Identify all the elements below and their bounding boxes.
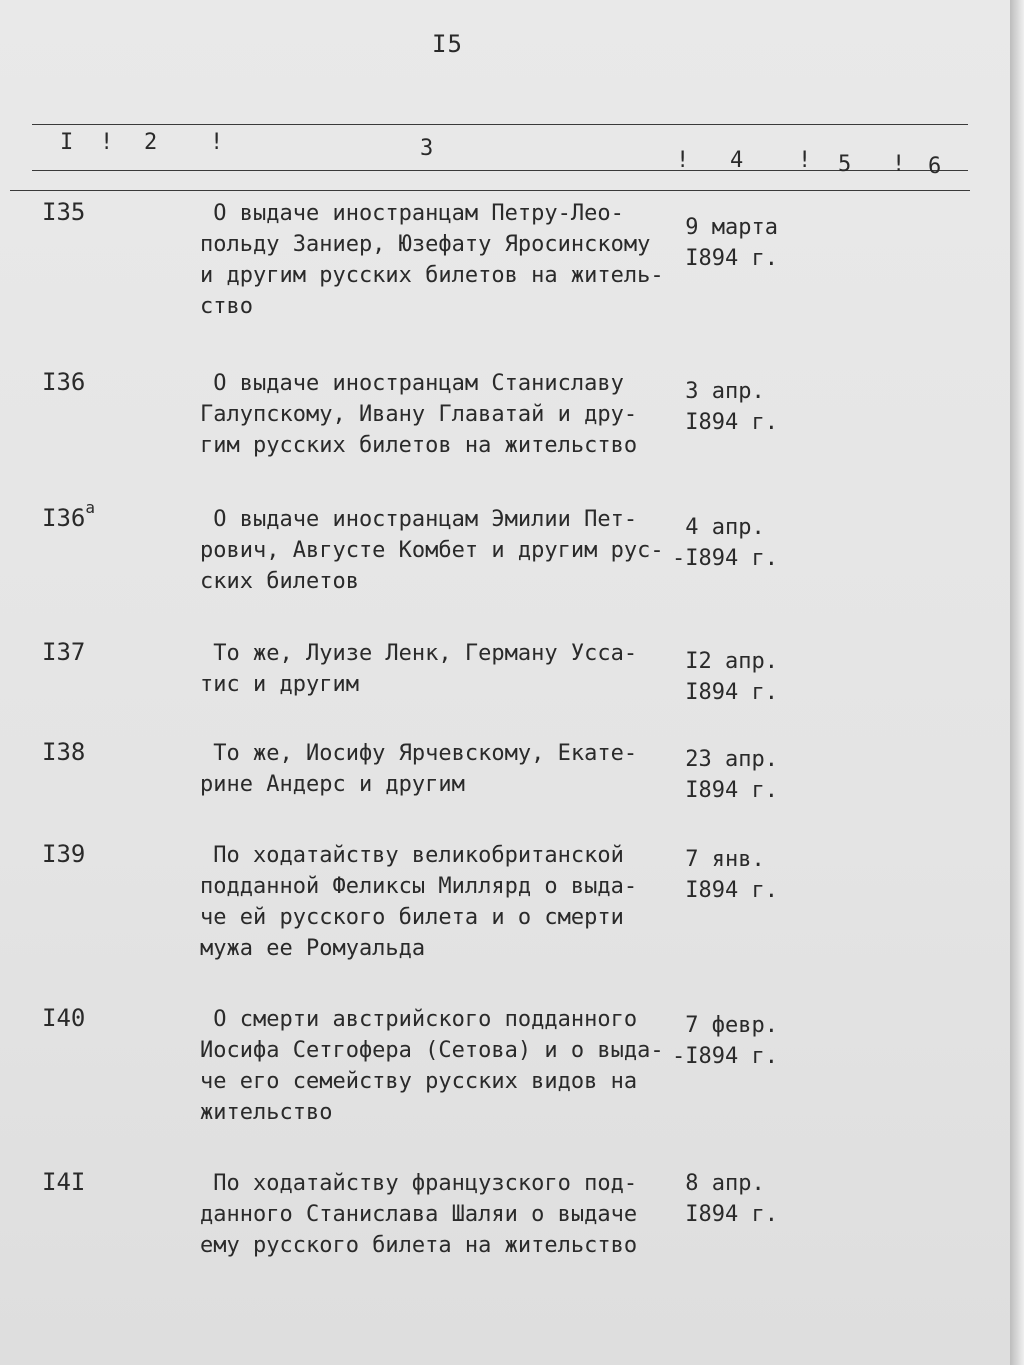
column-separator: ! [892,152,906,177]
entry-number: I36 [42,368,86,396]
entry-title: То же, Иосифу Ярчевскому, Екате- рине Андерс и другим [200,741,638,797]
entry-title: О смерти австрийского подданного Иосифа Сетгофера (Сетова) и о выда- че его семейству русских видов на жительство [200,1007,664,1125]
entry-title: О выдаче иностранцам Эмилии Пет- рович, Августе Комбет и другим рус- ских билетов [200,507,664,594]
entry-date: 23 апр. I894 г. [672,747,778,803]
column-header-2: 2 [144,130,158,155]
page-edge [1010,0,1024,1365]
column-header-1: I [60,130,74,155]
entry-number: I35 [42,198,86,226]
column-separator: ! [100,130,114,155]
header-rule-top [32,124,968,125]
page-number: I5 [432,30,463,58]
column-separator: ! [676,148,690,173]
entry-title: По ходатайству великобританской подданной Феликсы Миллярд о выда- че ей русского билета и о смерти мужа ее Ромуальда [200,843,638,961]
column-separator: ! [798,148,812,173]
header-rule-middle [32,170,968,171]
entry-date: 7 февр. -I894 г. [672,1013,778,1069]
entry-number: I4I [42,1168,86,1196]
entry-date: 4 апр. -I894 г. [672,515,778,571]
entry-date: 9 марта I894 г. [672,215,778,271]
entry-date: 7 янв. I894 г. [672,847,778,903]
entry-title: О выдаче иностранцам Станиславу Галупскому, Ивану Главатай и дру- гим русских билетов на жительство [200,371,638,458]
entry-date: I2 апр. I894 г. [672,649,778,705]
entry-number: I40 [42,1004,86,1032]
column-header-5: 5 [838,152,852,177]
entry-title: То же, Луизе Ленк, Герману Усса- тис и другим [200,641,638,697]
entry-date: 8 апр. I894 г. [672,1171,778,1227]
column-header-4: 4 [730,148,744,173]
column-separator: ! [210,130,224,155]
column-header-3: 3 [420,136,434,161]
entry-date: 3 апр. I894 г. [672,379,778,435]
entry-title: По ходатайству французского под- данного Станислава Шаляи о выдаче ему русского билета на жительство [200,1171,638,1258]
header-rule-bottom [10,190,970,191]
entry-number: $I36^а$ [42,498,95,532]
column-header-6: 6 [928,154,942,179]
entry-number: I39 [42,840,86,868]
entry-number: I38 [42,738,86,766]
entry-number: I37 [42,638,86,666]
entry-title: О выдаче иностранцам Петру-Лео- польду Заниер, Юзефату Яросинскому и другим русских билетов на житель- ство [200,201,664,319]
